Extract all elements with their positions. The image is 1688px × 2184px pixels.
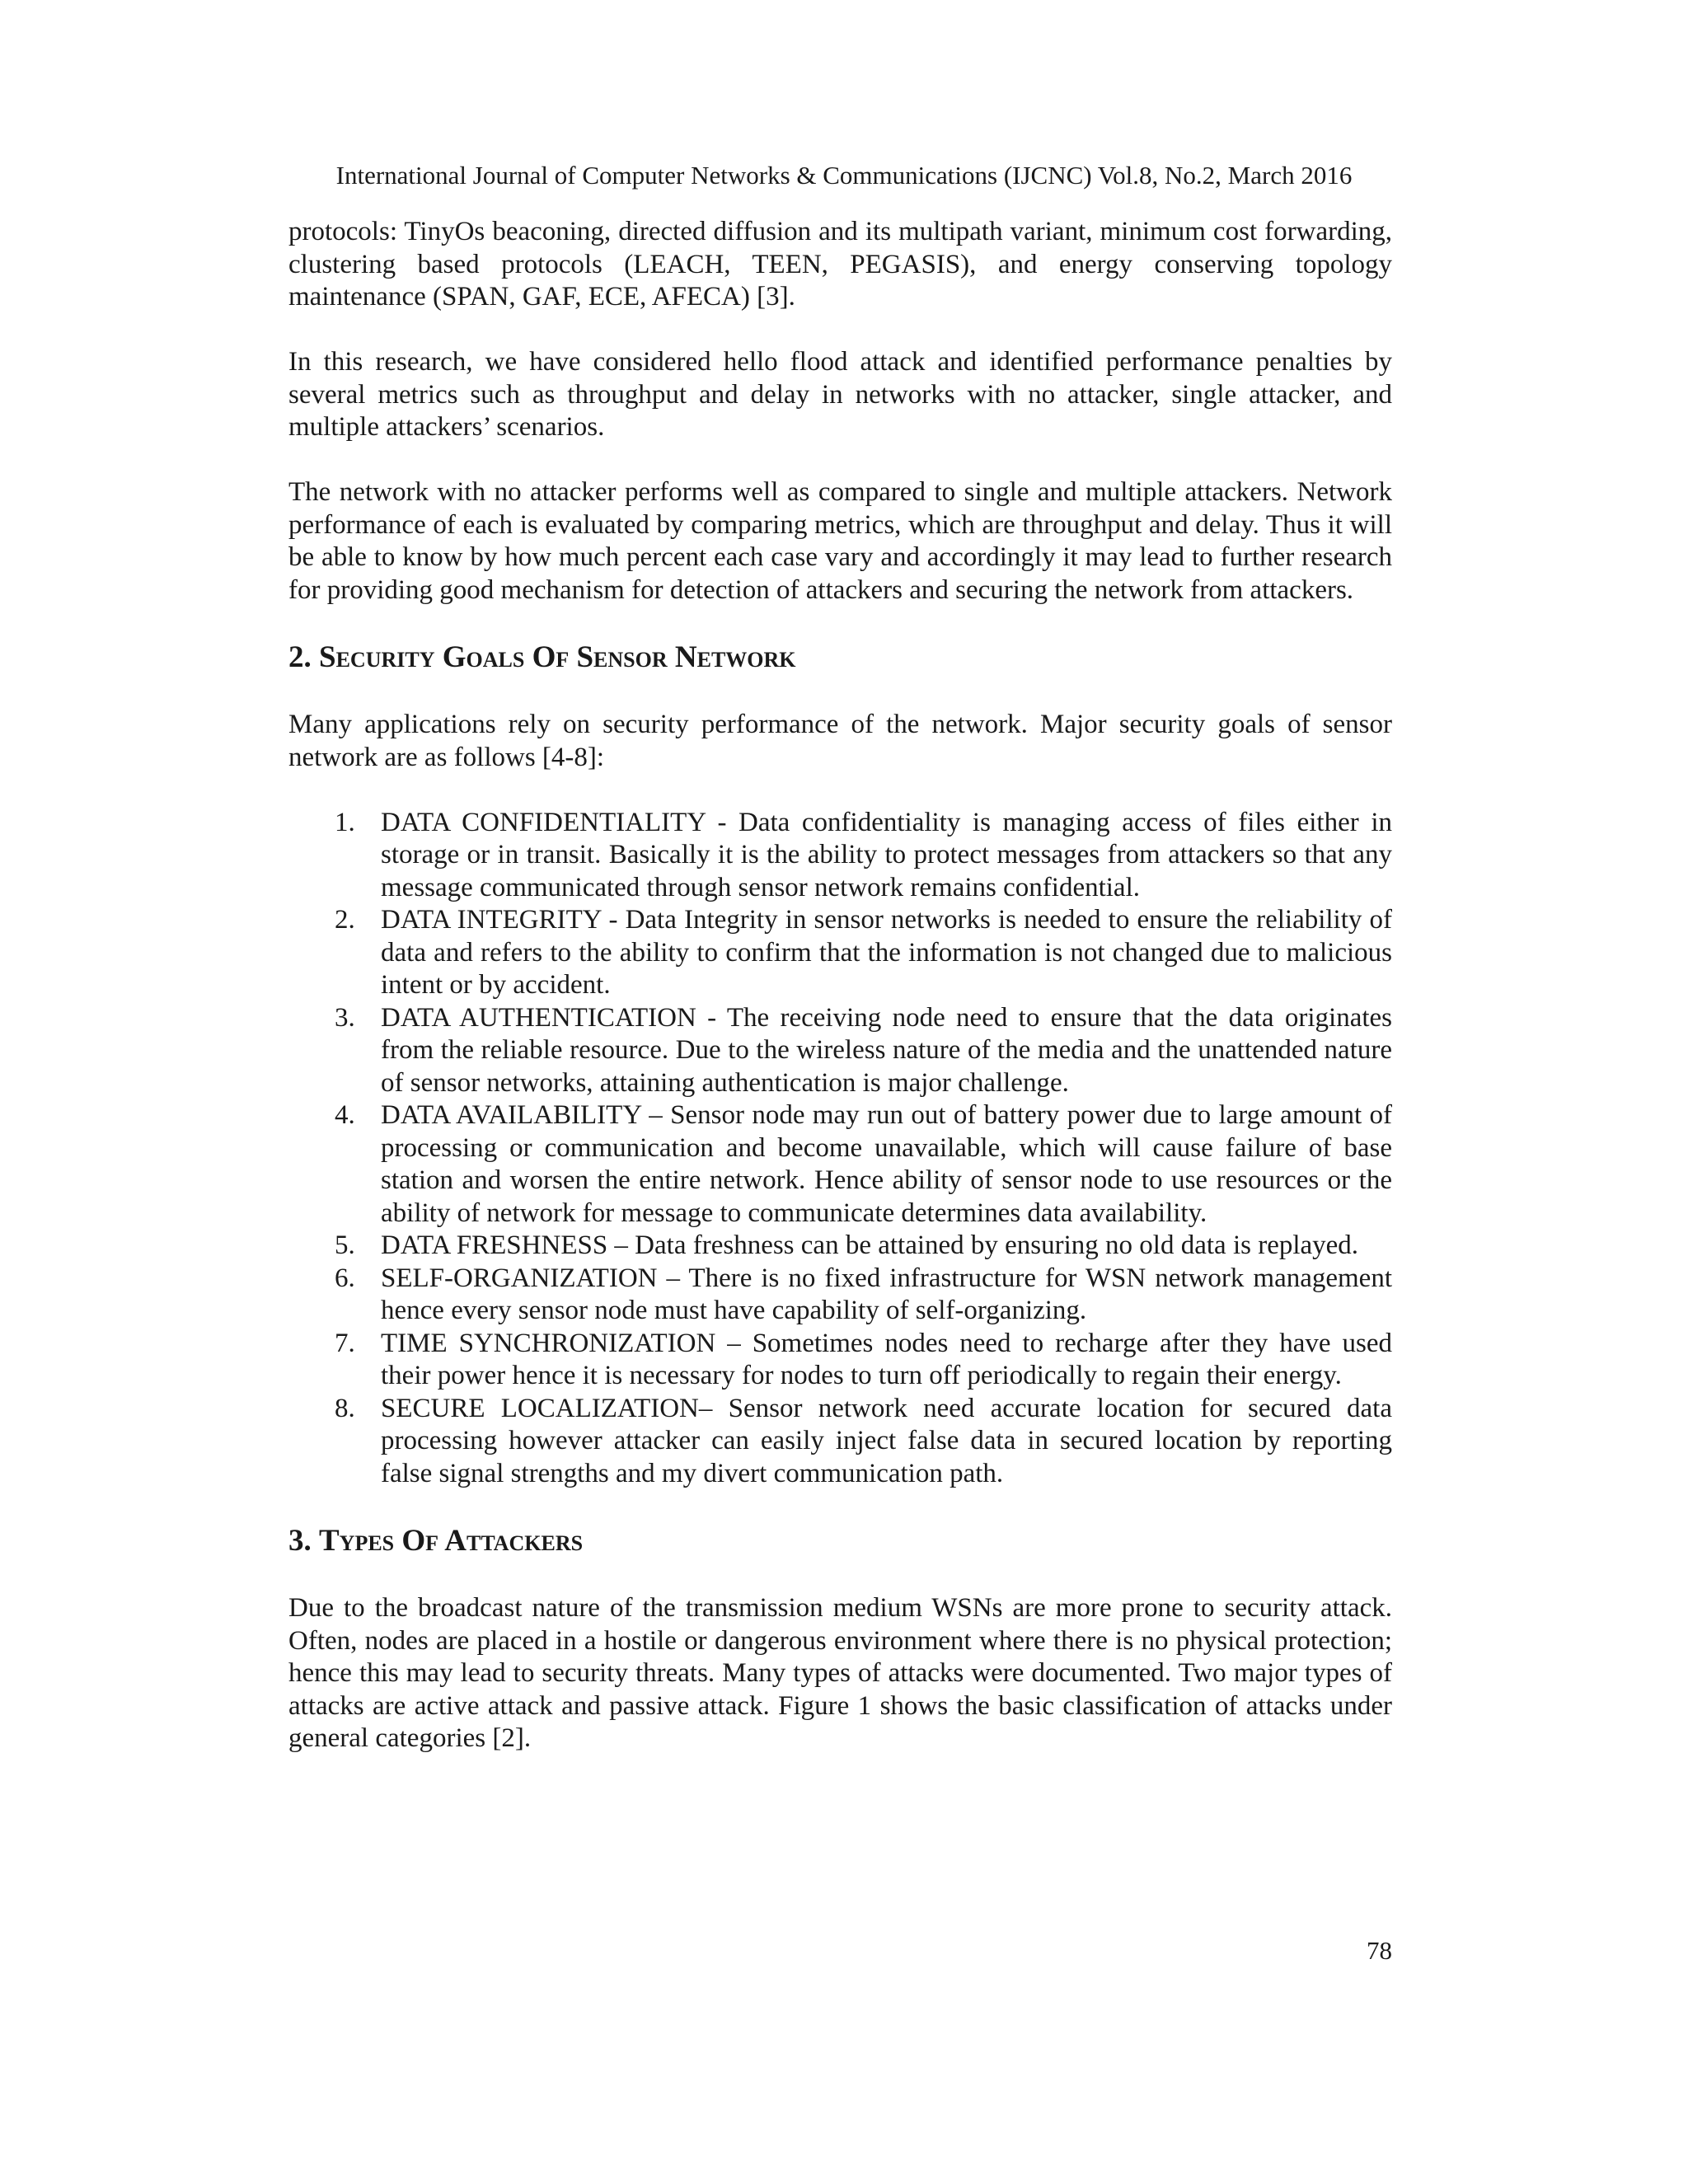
goal-number: 6. [335, 1263, 355, 1293]
goal-text: SELF-ORGANIZATION – There is no fixed infrastructure for WSN network management hence every sensor node must have capability of self-organizing. [381, 1263, 1392, 1325]
goal-text: DATA CONFIDENTIALITY - Data confidentiality is managing access of files either in storage or in transit. Basically it is the ability to protect messages from attackers so that any message communicated through sensor network remains confidential. [381, 807, 1392, 902]
goal-number: 4. [335, 1100, 355, 1130]
goal-item-availability [288, 1099, 1392, 1230]
goal-item-time-synchronization [288, 1328, 1392, 1393]
running-header: International Journal of Computer Networks & Communications (IJCNC) Vol.8, No.2, March 2016 [335, 161, 1353, 190]
section-2-heading [288, 640, 1392, 676]
goal-number: 8. [335, 1393, 355, 1423]
goal-number: 7. [335, 1328, 355, 1358]
goal-text: DATA FRESHNESS – Data freshness can be attained by ensuring no old data is replayed. [381, 1230, 1359, 1260]
intro-paragraph-2: In this research, we have considered hello flood attack and identified performance penalties by several metrics such as throughput and delay in networks with no attacker, single attacker, and multiple attackers’ scenarios. [288, 347, 1392, 442]
goal-item-secure-localization [288, 1393, 1392, 1491]
goal-text: TIME SYNCHRONIZATION – Sometimes nodes need to recharge after they have used their power hence it is necessary for nodes to turn off periodically to regain their energy. [381, 1328, 1392, 1390]
section-2-intro: Many applications rely on security performance of the network. Major security goals of sensor network are as follows [4-8]: [288, 710, 1392, 772]
section-3-number: 3. [288, 1524, 312, 1558]
goal-number: 2. [335, 905, 355, 935]
goal-item-freshness [288, 1230, 1392, 1263]
goal-item-confidentiality [288, 807, 1392, 905]
section-2-title: Security Goals Of Sensor Network [319, 640, 796, 674]
goal-text: DATA AVAILABILITY – Sensor node may run out of battery power due to large amount of processing or communication and become unavailable, which will cause failure of base station and worsen the entire network. Hence ability of sensor node to use resources or the ability of network for message to communicate determines data availability. [381, 1100, 1392, 1228]
section-3-paragraph: Due to the broadcast nature of the transmission medium WSNs are more prone to security attack. Often, nodes are placed in a hostile or dangerous environment where there is no physical protection; hence this may lead to security threats. Many types of attacks were documented. Two major types of attacks are active attack and passive attack. Figure 1 shows the basic classification of attacks under general categories [2]. [288, 1593, 1392, 1753]
goal-text: DATA AUTHENTICATION - The receiving node need to ensure that the data originates from the reliable resource. Due to the wireless nature of the media and the unattended nature of sensor networks, attaining authentication is major challenge. [381, 1002, 1392, 1098]
goal-text: DATA INTEGRITY - Data Integrity in sensor networks is needed to ensure the reliability of data and refers to the ability to confirm that the information is not changed due to malicious intent or by accident. [381, 905, 1392, 1000]
section-3-heading [288, 1523, 1392, 1559]
goal-text: SECURE LOCALIZATION– Sensor network need accurate location for secured data processing however attacker can easily inject false data in secured location by reporting false signal strengths and my divert communication path. [381, 1393, 1392, 1488]
intro-paragraph-3: The network with no attacker performs well as compared to single and multiple attackers. Network performance of each is evaluated by comparing metrics, which are throughput and delay. Thus it will be able to know by how much percent each case vary and accordingly it may lead to further research for providing good mechanism for detection of attackers and securing the network from attackers. [288, 477, 1392, 605]
goal-number: 5. [335, 1230, 355, 1260]
intro-paragraph-1: protocols: TinyOs beaconing, directed diffusion and its multipath variant, minimum cost forwarding, clustering based protocols (LEACH, TEEN, PEGASIS), and energy conserving topology maintenance (SPAN, GAF, ECE, AFECA) [3]. [288, 217, 1392, 312]
goal-number: 3. [335, 1002, 355, 1033]
page-number: 78 [1367, 1936, 1392, 1965]
goal-item-authentication [288, 1002, 1392, 1100]
section-2-number: 2. [288, 640, 312, 674]
goal-number: 1. [335, 807, 355, 837]
goal-item-self-organization [288, 1263, 1392, 1328]
goal-item-integrity [288, 904, 1392, 1002]
page-body [288, 216, 1392, 1788]
security-goals-list [288, 807, 1392, 1491]
section-3-title: Types Of Attackers [319, 1524, 584, 1558]
